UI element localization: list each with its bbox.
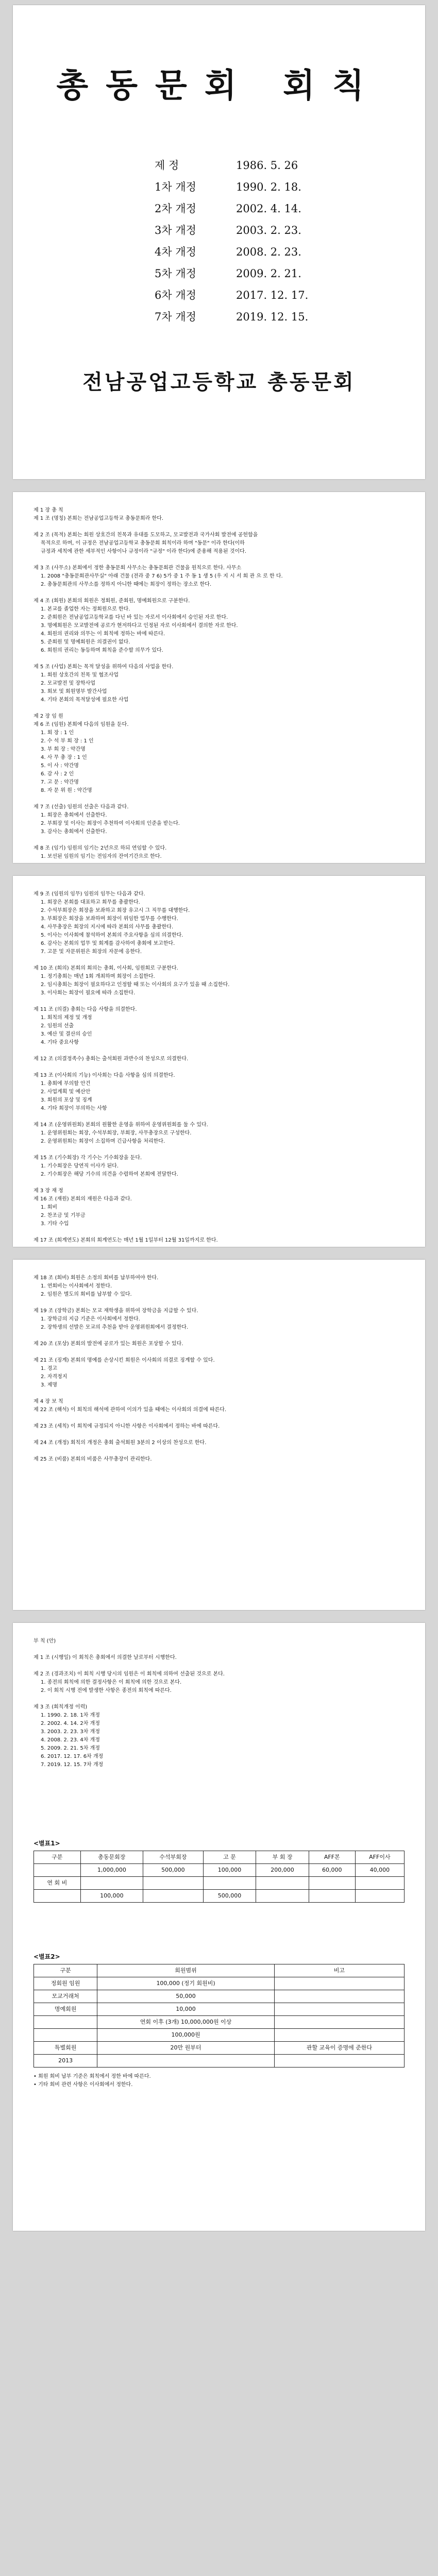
bylaw-line: 2. 수 석 부 회 장 : 1 인 <box>41 738 94 744</box>
bylaw-line: 1. 기수회장은 당연직 이사가 된다. <box>41 1163 119 1169</box>
bylaw-line: 제 2 조 (경과조치) 이 회칙 시행 당시의 임원은 이 회칙에 의하여 선출된 것으로 본다. <box>33 1671 225 1677</box>
bylaw-line: 2. 임원의 선출 <box>41 1023 74 1029</box>
page-5-body <box>13 1623 425 1784</box>
bylaw-line: 4. 기타 중요사항 <box>41 1040 79 1045</box>
table-cell <box>80 1877 143 1890</box>
revision-history <box>155 155 308 328</box>
revision-label: 제 정 <box>155 159 179 172</box>
bylaw-line: 제 1 조 (시행일) 이 회칙은 총회에서 의결한 날로부터 시행한다. <box>33 1655 177 1660</box>
bylaw-line: 부 칙 (안) <box>33 1638 56 1644</box>
table-cell <box>34 2029 97 2042</box>
bylaw-line <box>33 655 405 663</box>
table-cell <box>34 1890 81 1903</box>
bylaw-line: 1. 회장은 총회에서 선출한다. <box>41 812 107 818</box>
revision-date: 2008. 2. 23. <box>236 246 301 258</box>
bylaw-line: 4. 회원의 권리와 의무는 이 회칙에 정하는 바에 따른다. <box>41 631 165 637</box>
bylaw-line: 제 12 조 (의결정족수) 총회는 출석회원 과반수의 찬성으로 의결한다. <box>33 1056 189 1062</box>
bylaw-line: 제 21 조 (징계) 본회의 명예를 손상시킨 회원은 이사회의 의결로 징계할 수 있다. <box>33 1358 215 1363</box>
bylaw-line <box>33 1146 405 1154</box>
bylaw-line <box>33 1695 405 1703</box>
table-cell <box>355 1890 404 1903</box>
table-cell <box>274 2003 404 2016</box>
page-4-body <box>13 1260 425 1478</box>
bylaw-line: 3. 기타 수입 <box>41 1221 69 1227</box>
bylaw-line: 2. 자격정지 <box>41 1374 68 1380</box>
bylaw-line: 제 1 조 (명칭) 본회는 전남공업고등학교 총동문회라 한다. <box>33 516 164 521</box>
bylaw-line: 규정과 세칙에 관한 세부적인 사항이나 규정이라 "규정" 이라 한다)에 준용해 적용된 것이다. <box>41 549 247 554</box>
bylaw-line: 3. 2003. 2. 23. 3차 개정 <box>41 1729 100 1735</box>
bylaw-line: 3. 부 회 장 : 약간명 <box>41 747 86 752</box>
bylaw-line: 5. 이사는 이사회에 참석하여 본회의 주요사항을 심의 의결한다. <box>41 933 183 938</box>
bylaw-line: 3. 회보 및 회원명부 발간사업 <box>41 689 107 694</box>
cover-title: 총동문회 회칙 <box>56 66 382 105</box>
organization-name: 전남공업고등학교 총동문회 <box>82 370 356 394</box>
revision-row <box>155 284 308 306</box>
bylaw-line: 1. 1990. 2. 18. 1차 개정 <box>41 1713 100 1718</box>
revision-date: 2019. 12. 15. <box>236 311 309 323</box>
revision-label: 7차 개정 <box>155 311 196 323</box>
cover-page <box>13 5 425 479</box>
bylaw-line: 제 2 조 (목적) 본회는 회원 상호간의 친목과 유대를 도모하고, 모교발전과 국가사회 발전에 공헌함을 <box>33 532 258 538</box>
table-cell: 500,000 <box>203 1890 256 1903</box>
table-cell <box>355 1877 404 1890</box>
bylaw-line: 제 10 조 (회의) 본회의 회의는 총회, 이사회, 임원회로 구분한다. <box>33 965 178 971</box>
table-header-cell: AFF본 <box>309 1851 355 1864</box>
bylaw-line: 1. 경고 <box>41 1366 58 1371</box>
bylaw-line <box>33 1646 405 1654</box>
table-cell <box>34 1864 81 1877</box>
bylaws-page-3 <box>13 876 425 1247</box>
table-header-cell: 총동문회장 <box>80 1851 143 1864</box>
table-cell <box>143 1877 203 1890</box>
bylaw-line: 제 11 조 (의결) 총회는 다음 사항을 의결한다. <box>33 1007 137 1012</box>
member-table-caption: <별표2> <box>33 1953 60 1960</box>
bylaw-line: 제 3 조 (사무소) 본회에서 정한 총동문회 사무소는 총동문회관 건물을 원칙으로 한다. 사무소 <box>33 565 242 571</box>
bylaw-line: 목적으로 하며, 이 규정은 전남공업고등학교 총동문회 회칙이라 하며 "동문" 이라 한다(이하 <box>41 540 245 546</box>
bylaw-line: 5. 준회원 및 명예회원은 의결권이 없다. <box>41 639 130 645</box>
table-row <box>34 2016 405 2029</box>
revision-row <box>155 263 308 284</box>
table-cell: 100,000 <box>203 1864 256 1877</box>
bylaw-line: 제 16 조 (재원) 본회의 재원은 다음과 같다. <box>33 1196 132 1202</box>
bylaw-line: 3. 이사회는 회장이 필요에 따라 소집한다. <box>41 990 136 996</box>
revision-date: 2009. 2. 21. <box>236 267 301 280</box>
bylaw-line: 제 19 조 (장학금) 본회는 모교 재학생을 위하여 장학금을 지급할 수 있다. <box>33 1308 198 1314</box>
bylaw-line: 제 13 조 (이사회의 기능) 이사회는 다음 사항을 심의 의결한다. <box>33 1073 175 1078</box>
bylaw-line: 제 4 조 (회원) 본회의 회원은 정회원, 준회원, 명예회원으로 구분한다. <box>33 598 190 604</box>
table-cell: 연회 이후 (3개) 10,000,000원 이상 <box>97 2016 275 2029</box>
bylaw-line: 5. 2009. 2. 21. 5차 개정 <box>41 1745 100 1751</box>
bylaw-line <box>33 795 405 803</box>
bylaw-line <box>33 1113 405 1121</box>
table-cell <box>97 2055 275 2067</box>
bylaw-line: 2. 이 회칙 시행 전에 발생한 사항은 종전의 회칙에 따른다. <box>41 1688 172 1693</box>
bylaw-line: 제 2 장 임 원 <box>33 714 63 719</box>
bylaw-line <box>33 1447 405 1455</box>
bylaw-line <box>33 997 405 1006</box>
revision-label: 4차 개정 <box>155 246 196 258</box>
table-cell <box>274 2055 404 2067</box>
table-cell <box>274 2016 404 2029</box>
bylaw-line: 제 25 조 (비품) 본회의 비품은 사무총장이 관리한다. <box>33 1456 152 1462</box>
bylaw-line: 제 9 조 (임원의 임무) 임원의 임무는 다음과 같다. <box>33 891 145 897</box>
table-header-row <box>34 1964 405 1977</box>
table-cell: 정회원 임원 <box>34 1977 97 1990</box>
bylaw-line: 2. 사업계획 및 예산안 <box>41 1089 91 1095</box>
bylaw-line: 4. 사 무 총 장 : 1 인 <box>41 755 87 760</box>
bylaw-line: 제 3 조 (회칙개정 이력) <box>33 1704 88 1710</box>
revision-label: 3차 개정 <box>155 224 196 236</box>
revision-label: 2차 개정 <box>155 202 196 215</box>
revision-row <box>155 198 308 219</box>
bylaw-line: 6. 감 사 : 2 인 <box>41 771 74 777</box>
page-3-body <box>13 876 425 1247</box>
table-cell <box>256 1890 309 1903</box>
bylaw-line: 2. 총동문회관의 사무소를 정하지 아니한 때에는 회장이 정하는 장소로 한다. <box>41 582 212 587</box>
bylaw-line <box>33 1299 405 1307</box>
table-header-cell: 고 문 <box>203 1851 256 1864</box>
table-cell <box>274 1990 404 2003</box>
table-header-cell: 수석부회장 <box>143 1851 203 1864</box>
bylaw-line: 제 15 조 (기수회장) 각 기수는 기수회장을 둔다. <box>33 1155 142 1161</box>
revision-date: 2017. 12. 17. <box>236 289 309 301</box>
bylaw-line: 2. 수석부회장은 회장을 보좌하고 회장 유고시 그 직무를 대행한다. <box>41 908 190 913</box>
bylaw-line: 1. 회 장 : 1 인 <box>41 730 74 736</box>
table-row <box>34 2029 405 2042</box>
bylaw-line: 8. 자 문 위 원 : 약간명 <box>41 788 92 793</box>
table-cell <box>274 1977 404 1990</box>
table-cell: 관할 교육이 증명에 준한다 <box>274 2042 404 2055</box>
bylaw-line: 1. 연회비는 이사회에서 정한다. <box>41 1283 112 1289</box>
table-cell <box>203 1877 256 1890</box>
revision-row <box>155 219 308 241</box>
table-header-cell: 회원범위 <box>97 1964 275 1977</box>
bylaw-line: 제 8 조 (임기) 임원의 임기는 2년으로 하되 연임할 수 있다. <box>33 845 167 851</box>
table-cell <box>256 1877 309 1890</box>
bylaw-line: 제 18 조 (회비) 회원은 소정의 회비를 납부하여야 한다. <box>33 1275 159 1281</box>
fee-table <box>33 1851 405 1903</box>
revision-row <box>155 241 308 263</box>
table-cell <box>274 2029 404 2042</box>
table-cell: 연 회 비 <box>34 1877 81 1890</box>
bylaw-line: 2. 2002. 4. 14. 2차 개정 <box>41 1721 100 1726</box>
bylaw-line <box>33 704 405 713</box>
table-cell: 2013 <box>34 2055 97 2067</box>
bylaw-line: 4. 2008. 2. 23. 4차 개정 <box>41 1737 100 1743</box>
bylaw-line: 1. 회칙의 제정 및 개정 <box>41 1015 92 1021</box>
revision-date: 2002. 4. 14. <box>236 202 301 215</box>
bylaw-line <box>33 1414 405 1422</box>
table-cell: 500,000 <box>143 1864 203 1877</box>
bylaw-line: 2. 임원은 별도의 회비를 납부할 수 있다. <box>41 1292 132 1297</box>
bylaw-line: 2. 준회원은 전남공업고등학교를 다닌 바 있는 자로서 이사회에서 승인된 자로 한다. <box>41 615 228 620</box>
bylaws-page-5 <box>13 1623 425 2231</box>
bylaw-line: 2. 모교발전 및 장학사업 <box>41 681 96 686</box>
bylaw-line <box>33 1662 405 1670</box>
table-cell: 40,000 <box>355 1864 404 1877</box>
bylaw-line <box>33 1179 405 1187</box>
bylaws-page-4 <box>13 1260 425 1610</box>
revision-date: 1986. 5. 26 <box>236 159 298 172</box>
table-row <box>34 1890 405 1903</box>
table-cell: 특별회원 <box>34 2042 97 2055</box>
bylaw-line: 2. 기수회장은 해당 기수의 의견을 수렴하여 본회에 전달한다. <box>41 1172 178 1177</box>
revision-row <box>155 155 308 176</box>
bylaw-line <box>33 1047 405 1055</box>
table-row <box>34 1990 405 2003</box>
bylaw-line: 제 17 조 (회계연도) 본회의 회계연도는 매년 1월 1일부터 12월 31일까지로 한다. <box>33 1238 218 1243</box>
bylaw-line <box>33 1063 405 1072</box>
bylaw-line: 1. 회비 <box>41 1205 58 1210</box>
table-header-cell: 구분 <box>34 1964 97 1977</box>
table-row <box>34 2055 405 2067</box>
bylaw-line: 3. 예산 및 결산의 승인 <box>41 1031 92 1037</box>
table-cell: 모교거래처 <box>34 1990 97 2003</box>
table-row <box>34 2042 405 2055</box>
page-2-body <box>13 492 425 863</box>
table-header-cell: AFF이사 <box>355 1851 404 1864</box>
bylaw-line: 2. 운영위원회는 회장이 소집하며 긴급사항을 처리한다. <box>41 1139 165 1144</box>
bylaw-line: 제 5 조 (사업) 본회는 목적 달성을 위하여 다음의 사업을 한다. <box>33 664 174 670</box>
bylaw-line: 제 4 장 보 칙 <box>33 1399 63 1404</box>
bylaw-line: 6. 회원의 권리는 동등하며 회칙을 준수할 의무가 있다. <box>41 648 163 653</box>
bylaw-line: 4. 기타 본회의 목적달성에 필요한 사업 <box>41 697 129 703</box>
bylaw-line: 3. 회원의 포상 및 징계 <box>41 1097 92 1103</box>
bylaw-line: 1. 보선된 임원의 임기는 전임자의 잔여기간으로 한다. <box>41 854 162 859</box>
bylaw-line <box>33 1431 405 1439</box>
table-cell <box>143 1890 203 1903</box>
table-row <box>34 1977 405 1990</box>
table-header-cell: 비고 <box>274 1964 404 1977</box>
bylaw-line: 3. 감사는 총회에서 선출한다. <box>41 829 107 835</box>
bylaw-line: 1. 회원 상호간의 친목 및 협조사업 <box>41 672 119 678</box>
member-table-block <box>33 1953 405 2089</box>
table-cell: 명예회원 <box>34 2003 97 2016</box>
bylaw-line: 제 3 장 재 정 <box>33 1188 63 1194</box>
revision-label: 6차 개정 <box>155 289 196 301</box>
fee-table-block <box>33 1839 405 1903</box>
table-cell: 1,000,000 <box>80 1864 143 1877</box>
table-header-cell: 부 회 장 <box>256 1851 309 1864</box>
bylaw-line: 7. 고 문 : 약간명 <box>41 779 79 785</box>
revision-label: 5차 개정 <box>155 267 196 280</box>
bylaw-line <box>33 1348 405 1357</box>
bylaw-line: 7. 고문 및 자문위원은 회장의 자문에 응한다. <box>41 949 142 955</box>
table-row <box>34 2003 405 2016</box>
table-header-row <box>34 1851 405 1864</box>
member-table <box>33 1964 405 2067</box>
bylaws-page-2 <box>13 492 425 863</box>
bylaw-line: 1. 회장은 본회를 대표하고 회무를 총괄한다. <box>41 900 140 905</box>
bylaw-line: 6. 감사는 본회의 업무 및 회계를 감사하여 총회에 보고한다. <box>41 941 175 946</box>
bylaw-line: 1. 2008 "총동문회관사무실" 아래 건물 (전라 중 7 6) 5가 중 1 주 동 1 생 5 (우 지 시 서 회 관 으 로 한 다. <box>41 573 283 579</box>
member-table-notes <box>33 2073 405 2089</box>
table-cell: 10,000 <box>97 2003 275 2016</box>
table-header-cell: 구분 <box>34 1851 81 1864</box>
bylaw-line <box>33 836 405 844</box>
bylaw-line: 1. 총회에 부의할 안건 <box>41 1081 91 1087</box>
bylaw-line: 2. 장학생의 선발은 모교의 추천을 받아 운영위원회에서 결정한다. <box>41 1325 189 1330</box>
bylaw-line: 제 1 장 총 칙 <box>33 507 63 513</box>
bylaw-line: 2. 부회장 및 이사는 회장이 추천하여 이사회의 인준을 받는다. <box>41 821 180 826</box>
bylaw-line: 3. 명예회원은 모교발전에 공로가 현저하다고 인정된 자로 이사회에서 결의한 자로 한다. <box>41 623 238 629</box>
bylaw-line: 3. 부회장은 회장을 보좌하며 회장이 위임한 업무를 수행한다. <box>41 916 178 922</box>
bylaw-line: 4. 기타 회장이 부의하는 사항 <box>41 1106 107 1111</box>
revision-label: 1차 개정 <box>155 181 196 193</box>
bylaw-line <box>33 556 405 564</box>
bylaw-line: 1. 종전의 회칙에 의한 결정사항은 이 회칙에 의한 것으로 본다. <box>41 1680 182 1685</box>
bylaw-line: 제 24 조 (개정) 회칙의 개정은 총회 출석회원 3분의 2 이상의 찬성으로 한다. <box>33 1440 207 1446</box>
table-cell <box>34 2016 97 2029</box>
table-cell <box>309 1890 355 1903</box>
bylaw-line <box>33 1389 405 1398</box>
table-row <box>34 1877 405 1890</box>
bylaw-line: 제 7 조 (선출) 임원의 선출은 다음과 같다. <box>33 804 129 810</box>
bylaw-line: 6. 2017. 12. 17. 6차 개정 <box>41 1754 104 1759</box>
table-cell <box>309 1877 355 1890</box>
bylaw-line: 2. 임시총회는 회장이 필요하다고 인정할 때 또는 이사회의 요구가 있을 때 소집한다. <box>41 982 230 988</box>
table-cell: 60,000 <box>309 1864 355 1877</box>
bylaw-line: 제 23 조 (세칙) 이 회칙에 규정되지 아니한 사항은 이사회에서 정하는 바에 따른다. <box>33 1423 220 1429</box>
table-row <box>34 1864 405 1877</box>
bylaw-line: 제 6 조 (임원) 본회에 다음의 임원을 둔다. <box>33 722 129 727</box>
bylaw-line: 제 20 조 (포상) 본회의 발전에 공로가 있는 회원은 포상할 수 있다. <box>33 1341 183 1347</box>
bylaw-line <box>33 956 405 964</box>
table-cell: 20만 원부터 <box>97 2042 275 2055</box>
table-cell: 50,000 <box>97 1990 275 2003</box>
table-note: • 회원 회비 납부 기준은 회칙에서 정한 바에 따른다. <box>33 2074 151 2079</box>
revision-date: 1990. 2. 18. <box>236 181 301 193</box>
bylaw-line: 제 14 조 (운영위원회) 본회의 원활한 운영을 위하여 운영위원회를 둘 수 있다. <box>33 1122 208 1128</box>
bylaw-line: 제 22 조 (해석) 이 회칙의 해석에 관하여 이의가 있을 때에는 이사회의 의결에 따른다. <box>33 1407 227 1413</box>
bylaw-line <box>33 1228 405 1236</box>
revision-date: 2003. 2. 23. <box>236 224 301 236</box>
revision-row <box>155 176 308 198</box>
table-cell: 200,000 <box>256 1864 309 1877</box>
table-cell: 100,000원 <box>97 2029 275 2042</box>
bylaw-line: 2. 찬조금 및 기부금 <box>41 1213 86 1218</box>
bylaw-line <box>33 523 405 531</box>
bylaw-line: 1. 정기총회는 매년 1회 개최하며 회장이 소집한다. <box>41 974 155 979</box>
bylaw-line <box>33 589 405 597</box>
bylaw-line <box>33 1332 405 1340</box>
bylaw-line: 1. 본교를 졸업한 자는 정회원으로 한다. <box>41 606 130 612</box>
revision-row <box>155 306 308 328</box>
bylaw-line: 5. 이 사 : 약간명 <box>41 763 79 769</box>
table-note: • 기타 회비 관련 사항은 이사회에서 정한다. <box>33 2082 133 2088</box>
bylaw-line: 1. 운영위원회는 회장, 수석부회장, 부회장, 사무총장으로 구성한다. <box>41 1130 192 1136</box>
fee-table-caption: <별표1> <box>33 1840 60 1847</box>
bylaw-line: 1. 장학금의 지급 기준은 이사회에서 정한다. <box>41 1316 140 1322</box>
table-cell: 100,000 <box>80 1890 143 1903</box>
bylaw-line: 4. 사무총장은 회장의 지시에 따라 본회의 사무를 총괄한다. <box>41 924 174 930</box>
table-cell: 100,000 (정기 회원비) <box>97 1977 275 1990</box>
bylaw-line: 7. 2019. 12. 15. 7차 개정 <box>41 1762 104 1768</box>
bylaw-line: 3. 제명 <box>41 1382 58 1388</box>
